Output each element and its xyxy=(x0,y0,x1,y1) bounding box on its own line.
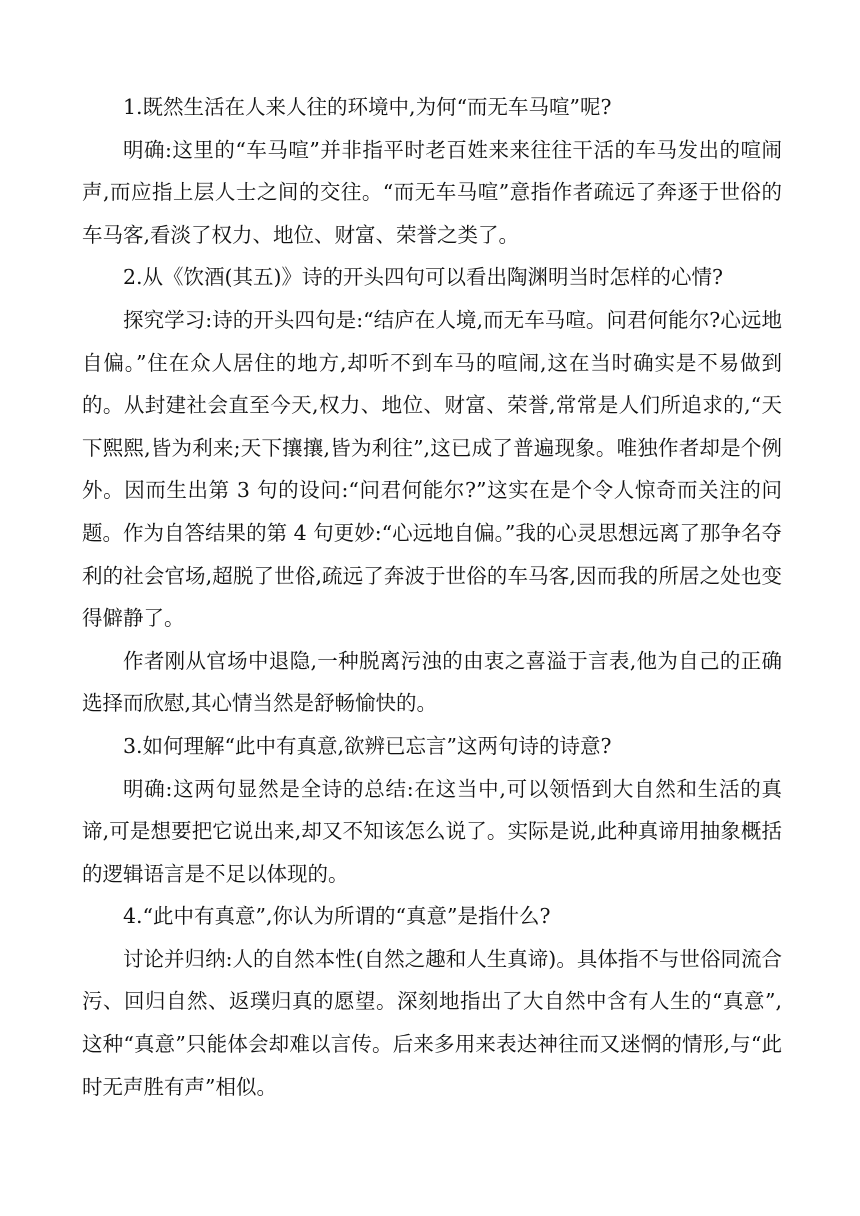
question-4: 4.“此中有真意”,你认为所谓的“真意”是指什么? xyxy=(123,904,551,929)
answer-2: 探究学习:诗的开头四句是:“结庐在人境,而无车马喧。问君何能尔?心远地自偏。”住在众人居住的地方,却听不到车马的喧闹,这在当时确实是不易做到的。从封建社会直至今天,权力、地位、财富、荣誉,常常是人们所追求的,“天下熙熙,皆为利来;天下攘攘,皆为利往”,这已成了普遍现象。唯独作者却是个例外。因而生出第 3 句的设问:“问君何能尔?”这实在是个令人惊奇而关注的问题。作为自答结果的第 4 句更妙:“心远地自偏。”我的心灵思想远离了那争名夺利的社会官场,超脱了世俗,疏远了奔波于世俗的车马客,因而我的所居之处也变得僻静了。 xyxy=(82,307,782,631)
answer-3: 明确:这两句显然是全诗的总结:在这当中,可以领悟到大自然和生活的真谛,可是想要把它说出来,却又不知该怎么说了。实际是说,此种真谛用抽象概括的逻辑语言是不足以体现的。 xyxy=(82,776,782,886)
answer-2-continued: 作者刚从官场中退隐,一种脱离污浊的由衷之喜溢于言表,他为自己的正确选择而欣慰,其心情当然是舒畅愉快的。 xyxy=(82,648,782,716)
answer-1: 明确:这里的“车马喧”并非指平时老百姓来来往往干活的车马发出的喧闹声,而应指上层人士之间的交往。“而无车马喧”意指作者疏远了奔逐于世俗的车马客,看淡了权力、地位、财富、荣誉之类了。 xyxy=(82,137,782,247)
document-page xyxy=(82,86,782,1108)
question-2: 2.从《饮酒(其五)》诗的开头四句可以看出陶渊明当时怎样的心情? xyxy=(123,265,724,290)
question-3: 3.如何理解“此中有真意,欲辨已忘言”这两句诗的诗意? xyxy=(123,733,612,758)
question-1: 1.既然生活在人来人往的环境中,为何“而无车马喧”呢? xyxy=(123,95,612,119)
answer-4: 讨论并归纳:人的自然本性(自然之趣和人生真谛)。具体指不与世俗同流合污、回归自然、返璞归真的愿望。深刻地指出了大自然中含有人生的“真意”,这种“真意”只能体会却难以言传。后来多用来表达神往而又迷惘的情形,与“此时无声胜有声”相似。 xyxy=(82,946,782,1099)
